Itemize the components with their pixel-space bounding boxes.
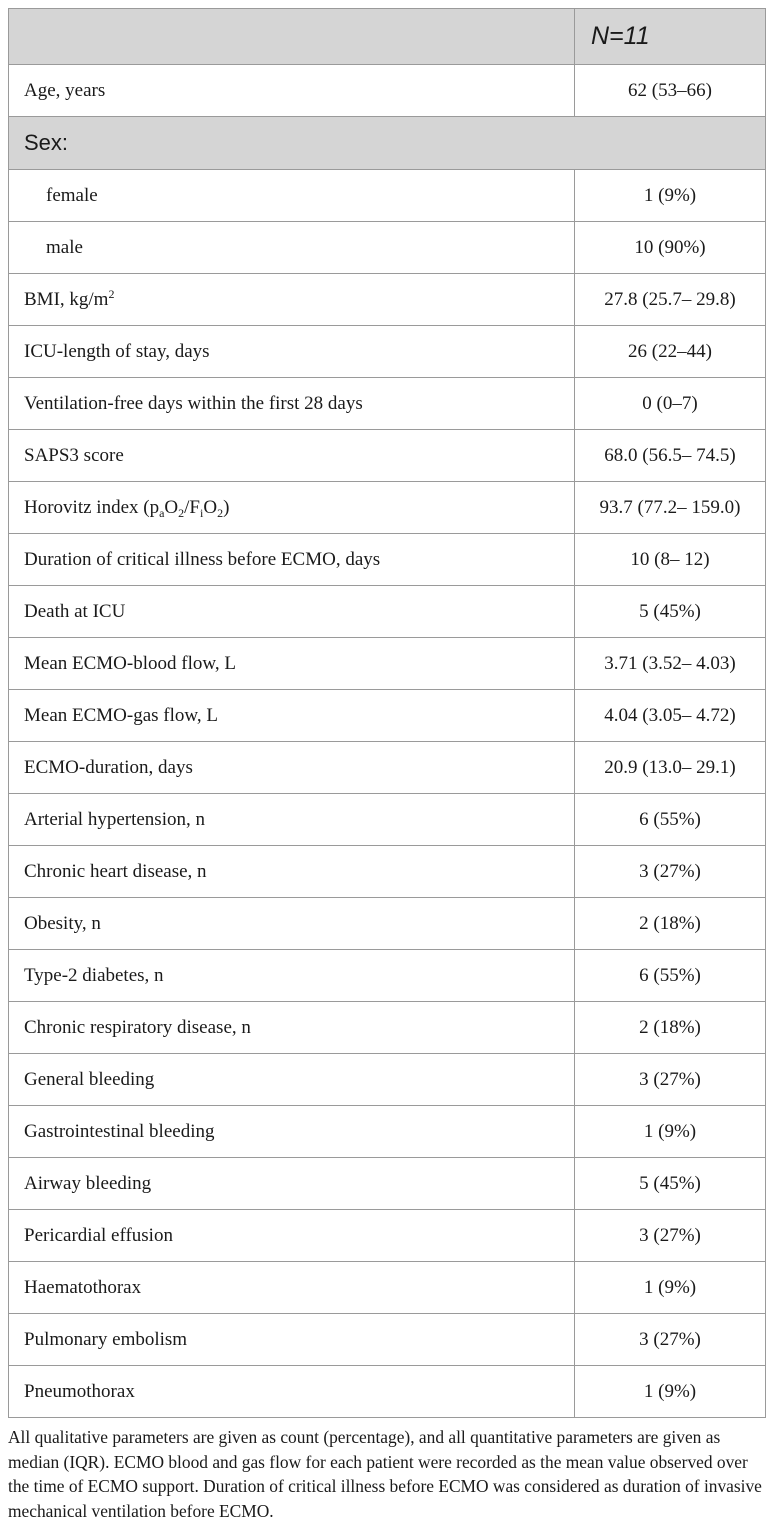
row-value: 68.0 (56.5– 74.5) xyxy=(575,430,766,482)
row-value: 0 (0–7) xyxy=(575,378,766,430)
table-row-gastrointestinal-bleeding xyxy=(9,1106,766,1158)
horovitz-text-1: Horovitz index (p xyxy=(24,496,160,518)
header-label-cell xyxy=(9,9,575,65)
row-label: ICU-length of stay, days xyxy=(9,326,575,378)
table-row-chronic-heart-disease xyxy=(9,846,766,898)
table-row-pulmonary-embolism xyxy=(9,1314,766,1366)
row-value: 1 (9%) xyxy=(575,1262,766,1314)
row-label: Age, years xyxy=(9,65,575,117)
row-value: 4.04 (3.05– 4.72) xyxy=(575,690,766,742)
table-row-bmi xyxy=(9,274,766,326)
row-label xyxy=(9,482,575,534)
bmi-superscript: 2 xyxy=(108,286,115,301)
table-row-age xyxy=(9,65,766,117)
row-label: Ventilation-free days within the first 28 days xyxy=(9,378,575,430)
row-value: 6 (55%) xyxy=(575,950,766,1002)
table-row-ecmo-duration xyxy=(9,742,766,794)
row-label: Arterial hypertension, n xyxy=(9,794,575,846)
horovitz-sub-i: i xyxy=(200,505,204,520)
table-row-pericardial-effusion xyxy=(9,1210,766,1262)
row-value: 6 (55%) xyxy=(575,794,766,846)
row-value: 1 (9%) xyxy=(575,1366,766,1418)
row-label: Obesity, n xyxy=(9,898,575,950)
header-row xyxy=(9,9,766,65)
horovitz-sub-2b: 2 xyxy=(217,505,224,520)
table-row-haematothorax xyxy=(9,1262,766,1314)
header-n-cell: N=11 xyxy=(575,9,766,65)
row-label: Mean ECMO-gas flow, L xyxy=(9,690,575,742)
row-label: Type-2 diabetes, n xyxy=(9,950,575,1002)
table-row-icu-length xyxy=(9,326,766,378)
table-row-ventilation-free xyxy=(9,378,766,430)
horovitz-sub-2a: 2 xyxy=(178,505,185,520)
patient-characteristics-table xyxy=(8,8,766,1418)
table-row-airway-bleeding xyxy=(9,1158,766,1210)
table-row-obesity xyxy=(9,898,766,950)
row-label: ECMO-duration, days xyxy=(9,742,575,794)
horovitz-text-5: ) xyxy=(223,496,230,518)
row-label: SAPS3 score xyxy=(9,430,575,482)
horovitz-text-2: O xyxy=(164,496,179,518)
row-label: Pneumothorax xyxy=(9,1366,575,1418)
row-value: 1 (9%) xyxy=(575,1106,766,1158)
row-value: 3 (27%) xyxy=(575,1314,766,1366)
row-label: Chronic heart disease, n xyxy=(9,846,575,898)
row-value: 2 (18%) xyxy=(575,1002,766,1054)
horovitz-text-3: /F xyxy=(184,496,200,518)
table-footnote: All qualitative parameters are given as count (percentage), and all quantitative parameters are given as median (IQR). ECMO blood and gas flow for each patient were recorded as the mean value observed over the time of ECMO support. Duration of critical illness before ECMO was considered as duration of invasive mechanical ventilation before ECMO. xyxy=(8,1427,762,1521)
table-row-death-icu xyxy=(9,586,766,638)
row-value: 93.7 (77.2– 159.0) xyxy=(575,482,766,534)
row-value: 10 (8– 12) xyxy=(575,534,766,586)
row-label: Airway bleeding xyxy=(9,1158,575,1210)
row-label: male xyxy=(9,222,575,274)
row-value: 10 (90%) xyxy=(575,222,766,274)
row-value: 5 (45%) xyxy=(575,1158,766,1210)
row-label: Death at ICU xyxy=(9,586,575,638)
row-label: Pulmonary embolism xyxy=(9,1314,575,1366)
row-value: 3 (27%) xyxy=(575,846,766,898)
row-label: General bleeding xyxy=(9,1054,575,1106)
row-value: 62 (53–66) xyxy=(575,65,766,117)
row-value: 26 (22–44) xyxy=(575,326,766,378)
row-value: 2 (18%) xyxy=(575,898,766,950)
row-label: Duration of critical illness before ECMO, days xyxy=(9,534,575,586)
table-row-horovitz xyxy=(9,482,766,534)
row-label: Haematothorax xyxy=(9,1262,575,1314)
row-value: 1 (9%) xyxy=(575,170,766,222)
row-label: Mean ECMO-blood flow, L xyxy=(9,638,575,690)
horovitz-text-4: O xyxy=(203,496,218,518)
table-row-type2-diabetes xyxy=(9,950,766,1002)
table-row-pneumothorax xyxy=(9,1366,766,1418)
row-label: Chronic respiratory disease, n xyxy=(9,1002,575,1054)
row-label: Pericardial effusion xyxy=(9,1210,575,1262)
table-row-chronic-respiratory-disease xyxy=(9,1002,766,1054)
row-value: 20.9 (13.0– 29.1) xyxy=(575,742,766,794)
table-row-ecmo-blood-flow xyxy=(9,638,766,690)
row-label xyxy=(9,274,575,326)
table-row-saps3 xyxy=(9,430,766,482)
row-value: 5 (45%) xyxy=(575,586,766,638)
table-row-female xyxy=(9,170,766,222)
bmi-label-text: BMI, kg/m xyxy=(24,288,109,310)
table-row-general-bleeding xyxy=(9,1054,766,1106)
row-label: female xyxy=(9,170,575,222)
table-row-ecmo-gas-flow xyxy=(9,690,766,742)
section-label: Sex: xyxy=(9,117,766,170)
table-row-arterial-hypertension xyxy=(9,794,766,846)
section-row-sex xyxy=(9,117,766,170)
row-label: Gastrointestinal bleeding xyxy=(9,1106,575,1158)
row-value: 3 (27%) xyxy=(575,1054,766,1106)
row-value: 27.8 (25.7– 29.8) xyxy=(575,274,766,326)
row-value: 3 (27%) xyxy=(575,1210,766,1262)
horovitz-sub-a: a xyxy=(159,505,165,520)
table-row-duration-critical-illness xyxy=(9,534,766,586)
row-value: 3.71 (3.52– 4.03) xyxy=(575,638,766,690)
table-row-male xyxy=(9,222,766,274)
